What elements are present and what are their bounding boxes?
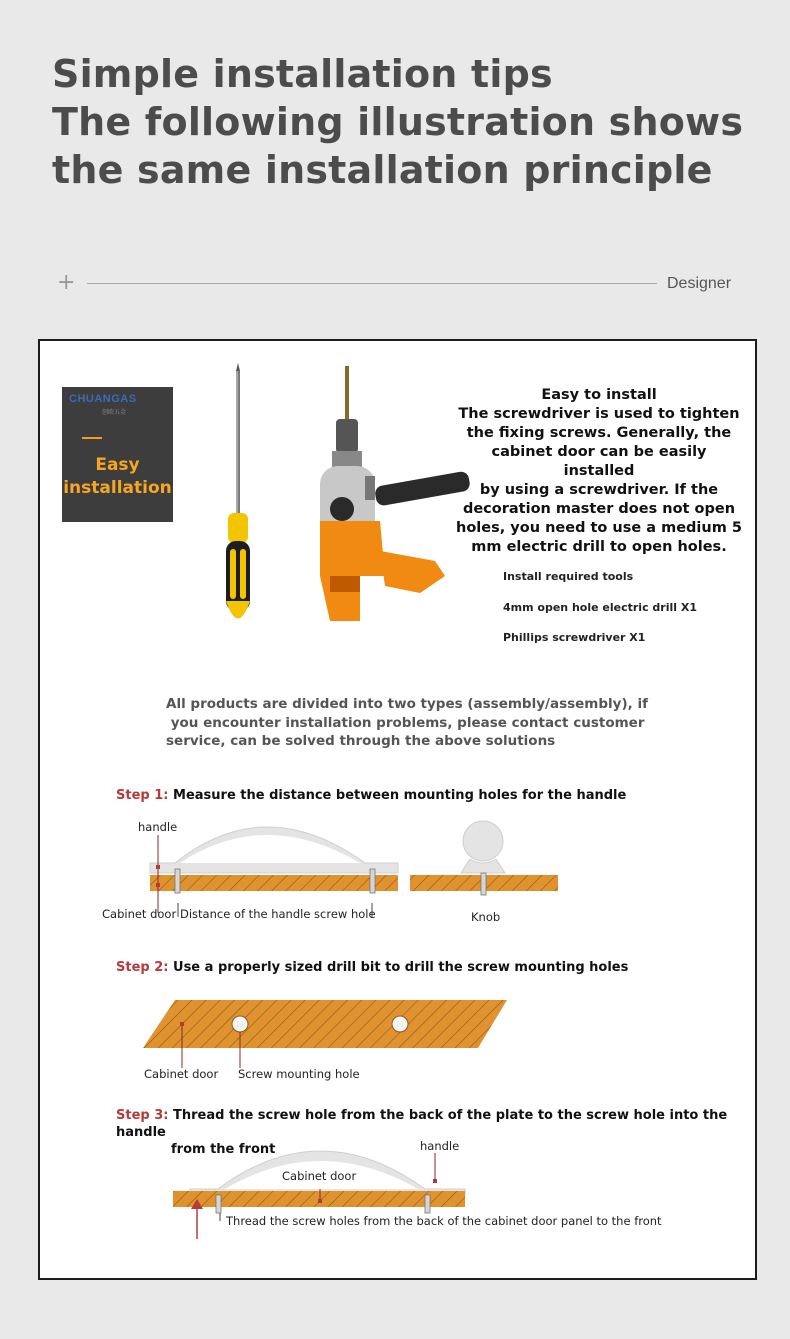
description-line: holes, you need to use a medium 5 — [456, 520, 742, 536]
divider-line — [87, 283, 657, 284]
screw-icon — [175, 869, 180, 893]
distance-label: Distance of the handle screw hole — [180, 907, 376, 921]
tool-screwdriver: Phillips screwdriver X1 — [503, 631, 646, 644]
screw-hole-icon — [232, 1016, 248, 1032]
screwdriver-icon — [226, 363, 250, 619]
cabinet-door-label: Cabinet door — [282, 1169, 357, 1183]
description-line: by using a screwdriver. If the — [479, 482, 719, 498]
tools-heading: Install required tools — [503, 570, 634, 583]
section-divider — [57, 272, 737, 296]
description-line: The screwdriver is used to tighten — [458, 406, 740, 422]
step-3-text-line-1: Thread the screw hole from the back of the plate to the screw hole into the handle — [116, 1108, 728, 1140]
install-description — [454, 386, 744, 557]
brand-subtitle: 创欧五金 — [102, 409, 127, 416]
step-3-diagram — [40, 1141, 759, 1251]
description-line: mm electric drill to open holes. — [471, 539, 727, 555]
badge-label-line-2: installation — [63, 478, 172, 498]
badge-label-line-1: Easy — [95, 455, 140, 475]
designer-label: Designer — [667, 275, 732, 292]
title-line-3: the same installation principle — [52, 148, 713, 192]
page-title — [52, 50, 772, 194]
title-line-1: Simple installation tips — [52, 52, 553, 96]
step-2-prefix: Step 2: — [116, 960, 169, 975]
screw-icon — [370, 869, 375, 893]
instruction-panel — [38, 339, 757, 1280]
electric-drill-icon — [320, 366, 471, 621]
step-2-text: Use a properly sized drill bit to drill the screw mounting holes — [173, 960, 629, 975]
screw-icon — [216, 1195, 221, 1213]
thread-instruction-label: Thread the screw holes from the back of the cabinet door panel to the front — [226, 1214, 662, 1228]
step-1-prefix: Step 1: — [116, 788, 169, 803]
note-line: you encounter installation problems, please contact customer — [166, 714, 645, 731]
screw-icon — [481, 873, 486, 895]
cabinet-door-label: Cabinet door — [102, 907, 177, 921]
note-line: service, can be solved through the above solutions — [166, 733, 556, 749]
description-line: decoration master does not open — [462, 501, 736, 517]
step-3-prefix: Step 3: — [116, 1108, 169, 1123]
drilled-door-board — [143, 1000, 507, 1048]
cabinet-door-board — [150, 875, 398, 891]
note-line: All products are divided into two types (assembly/assembly), if — [166, 696, 648, 712]
screw-icon — [425, 1195, 430, 1213]
handle-label: handle — [420, 1139, 460, 1153]
easy-installation-badge — [62, 387, 173, 522]
step-3-text-line-2: from the front — [171, 1142, 276, 1157]
cabinet-door-label: Cabinet door — [144, 1067, 219, 1081]
accent-dash — [82, 437, 102, 439]
step-1-text: Measure the distance between mounting holes for the handle — [173, 788, 627, 803]
description-line: the fixing screws. Generally, the — [466, 425, 732, 441]
description-line: cabinet door can be easily installed — [491, 444, 707, 479]
plus-icon: + — [57, 270, 76, 295]
title-line-2: The following illustration shows — [52, 100, 744, 144]
step-2-heading — [116, 959, 628, 976]
handle-label: handle — [138, 820, 178, 834]
brand-logo: CHUANGAS — [69, 393, 137, 405]
product-note — [166, 695, 656, 751]
badge-label — [62, 454, 173, 500]
knob-label: Knob — [471, 910, 501, 924]
tool-drill: 4mm open hole electric drill X1 — [503, 601, 697, 614]
step-1-heading — [116, 787, 626, 804]
tools-illustration — [220, 361, 450, 631]
screw-hole-label: Screw mounting hole — [238, 1067, 360, 1081]
description-heading: Easy to install — [541, 387, 657, 403]
screw-hole-icon — [392, 1016, 408, 1032]
step-2-diagram — [40, 996, 759, 1071]
